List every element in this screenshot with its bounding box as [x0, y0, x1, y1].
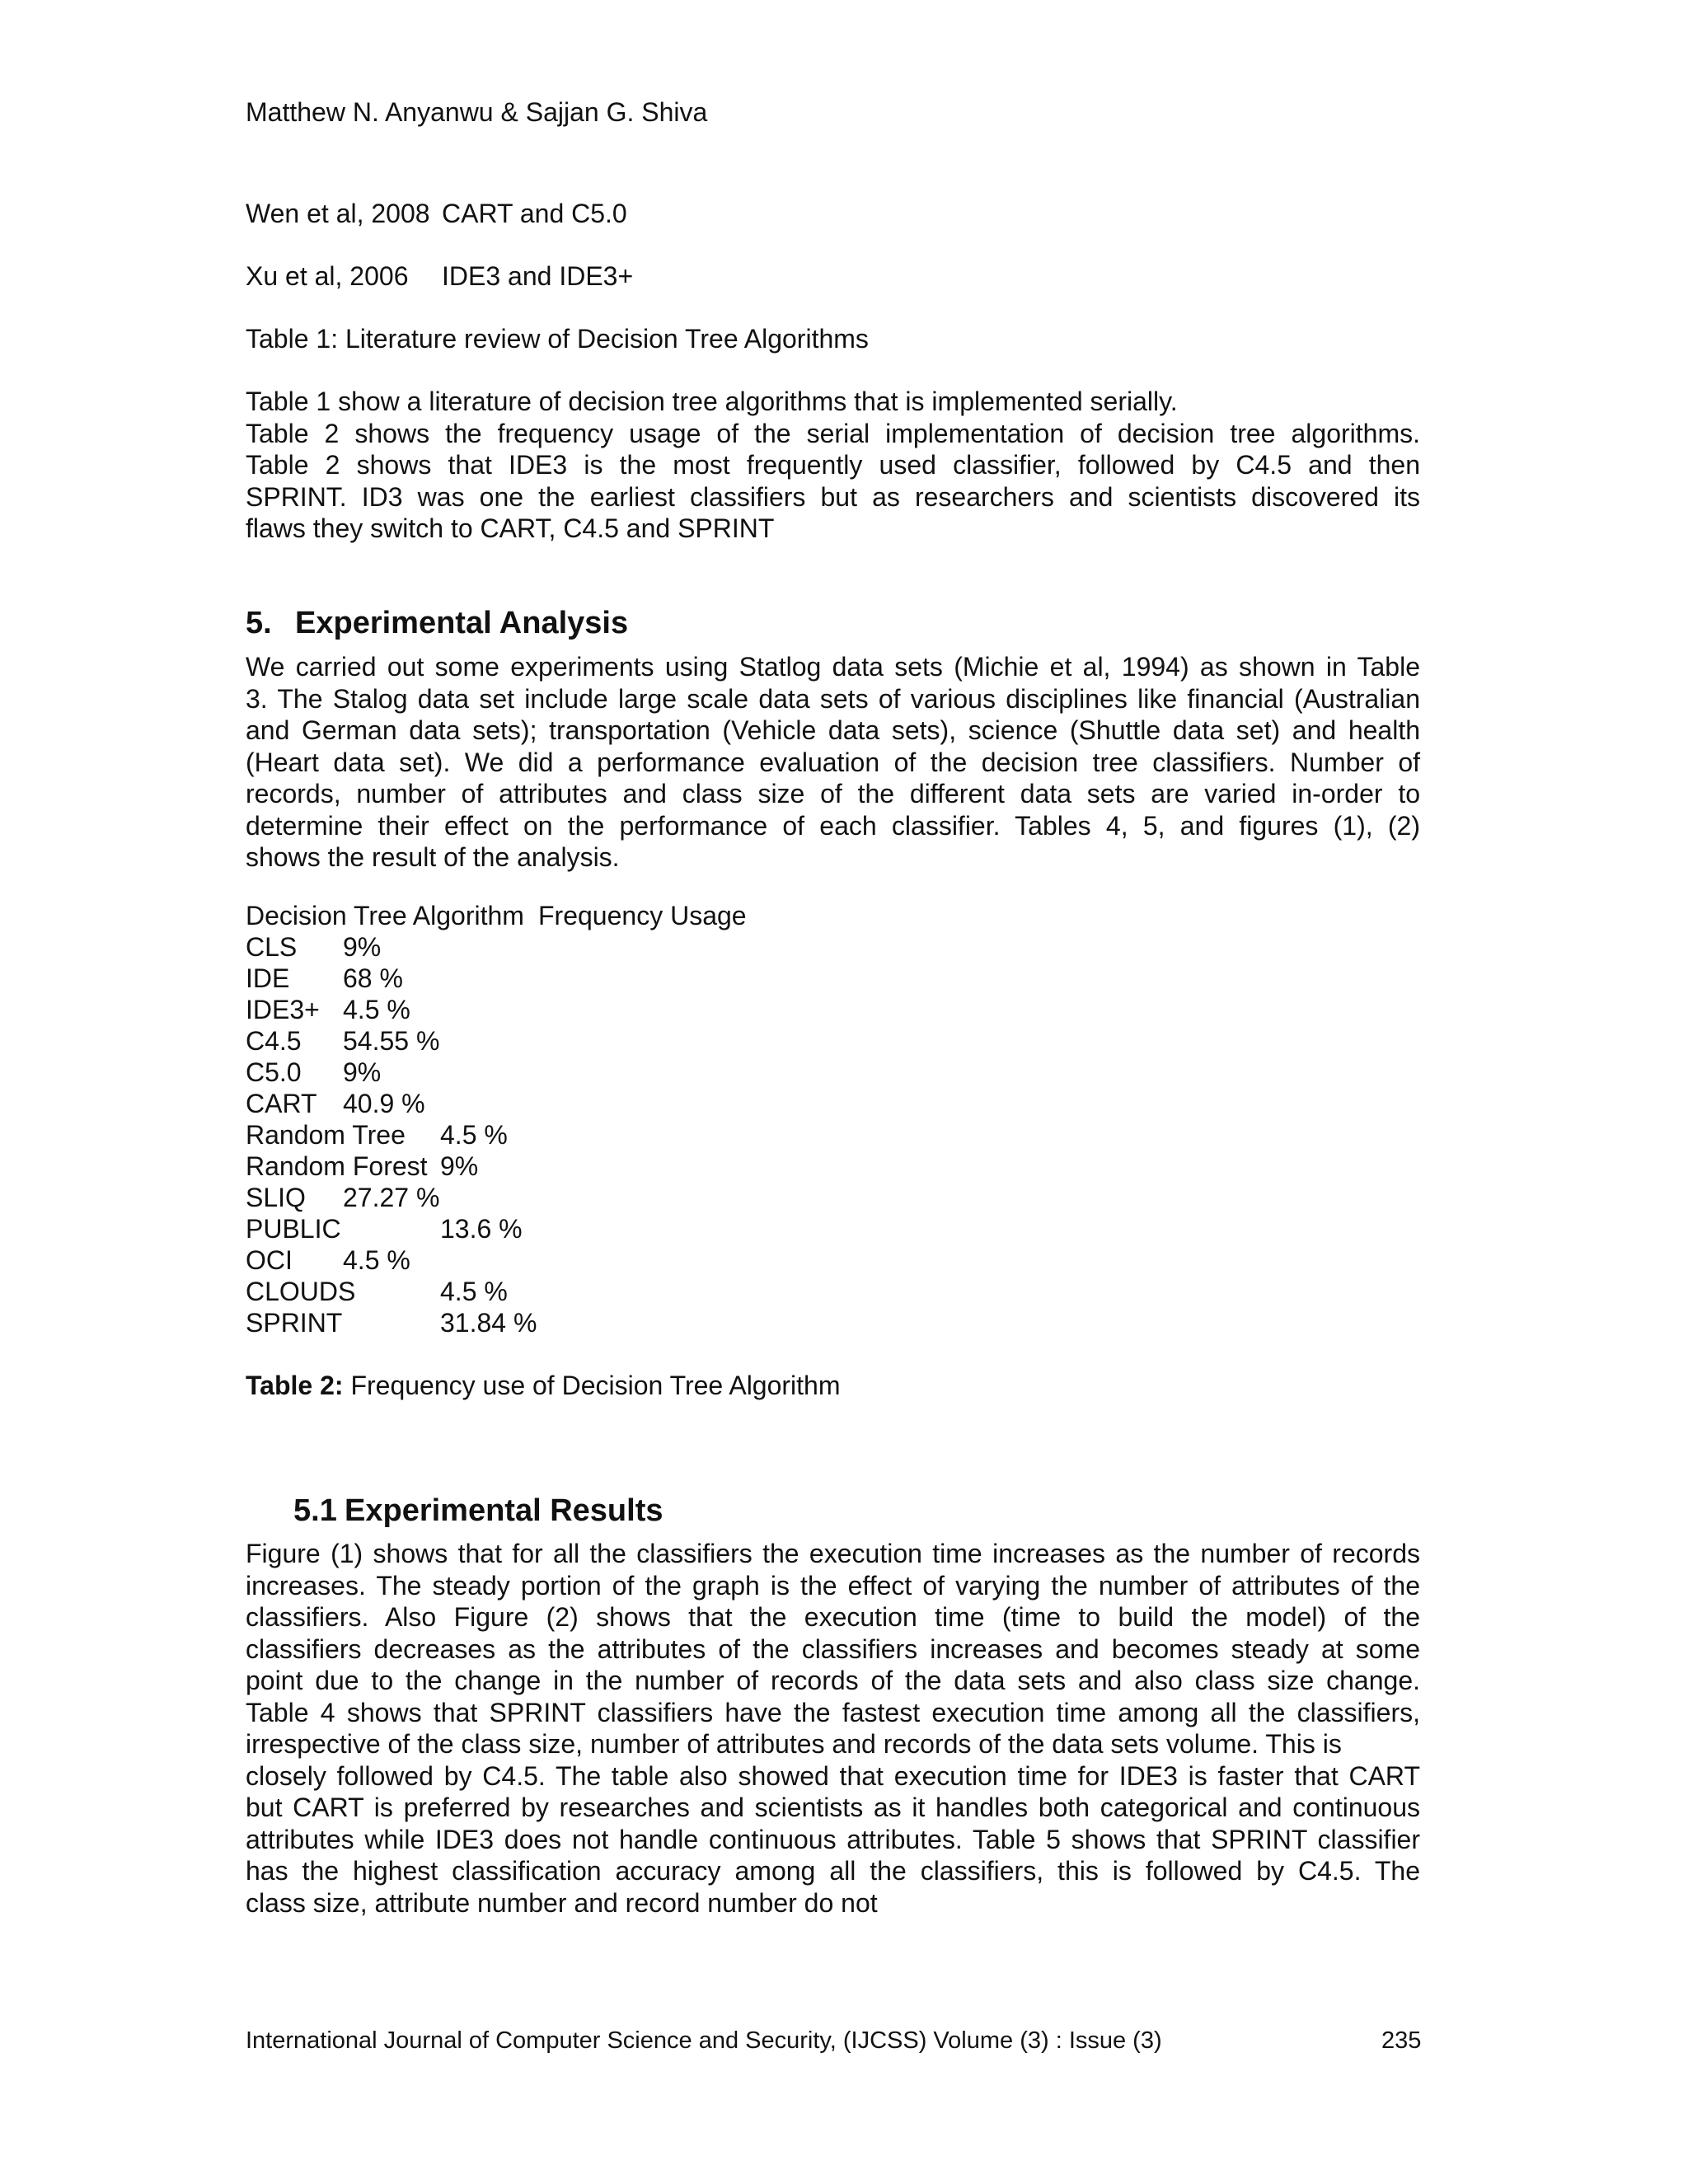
paragraph-line: (Heart data set). We did a performance evaluation of the decision tree classifiers. Number of: [246, 747, 1420, 777]
table2-frequency-cell: 4.5 %: [440, 1277, 508, 1306]
table2-algorithm-cell: IDE3+: [246, 995, 320, 1024]
table-row: [246, 1276, 905, 1307]
table2-header-algorithm: Decision Tree Algorithm: [246, 901, 524, 930]
table2-algorithm-cell: Random Tree: [246, 1120, 406, 1150]
table2-algorithm-cell: C5.0: [246, 1057, 302, 1087]
footer-journal: International Journal of Computer Science and Security, (IJCSS) Volume (3) : Issue (3): [246, 2027, 1162, 2054]
table-row: [246, 1088, 905, 1119]
table2-frequency-cell: 9%: [440, 1151, 479, 1181]
paragraph-line: has the highest classification accuracy among all the classifiers, this is followed by C4.5. The: [246, 1856, 1420, 1886]
paragraph-line: irrespective of the class size, number of attributes and records of the data sets volume. This is: [246, 1729, 1342, 1759]
table2-algorithm-cell: SLIQ: [246, 1183, 306, 1212]
table2-frequency-cell: 27.27 %: [343, 1183, 440, 1212]
paragraph-line: attributes while IDE3 does not handle continuous attributes. Table 5 shows that SPRINT classifier: [246, 1824, 1420, 1854]
paragraph-line: records, number of attributes and class size of the different data sets are varied in-order to: [246, 779, 1420, 808]
table-row: [246, 1182, 905, 1213]
table-row: [246, 931, 905, 963]
table2-frequency-cell: 9%: [343, 1057, 382, 1087]
table-row: [246, 1151, 905, 1182]
section-title: Experimental Analysis: [295, 606, 629, 640]
table2-algorithm-cell: CART: [246, 1089, 317, 1118]
table2-algorithm-cell: IDE: [246, 963, 290, 993]
paragraph-line: but CART is preferred by researches and scientists as it handles both categorical and continuous: [246, 1793, 1420, 1822]
paragraph-line: shows the result of the analysis.: [246, 842, 620, 872]
table2-frequency-cell: 4.5 %: [440, 1120, 508, 1150]
table2-frequency-cell: 4.5 %: [343, 1245, 410, 1275]
paragraph-line: and German data sets); transportation (Vehicle data sets), science (Shuttle data set) and health: [246, 715, 1420, 745]
lit-row-algorithms: CART and C5.0: [442, 199, 627, 228]
paragraph-line: Table 4 shows that SPRINT classifiers have the fastest execution time among all the classifiers,: [246, 1697, 1420, 1727]
paragraph-line: Table 2 shows that IDE3 is the most frequently used classifier, followed by C4.5 and then: [246, 450, 1420, 480]
paragraph-line: Table 1 show a literature of decision tree algorithms that is implemented serially.: [246, 387, 1178, 416]
table-row: [246, 1025, 905, 1057]
table2-algorithm-cell: PUBLIC: [246, 1214, 341, 1244]
subsection-number: 5.1: [293, 1493, 337, 1528]
paragraph-line: point due to the change in the number of records of the data sets and also class size change.: [246, 1666, 1420, 1695]
paragraph-table-discussion: [246, 386, 1420, 545]
paragraph-line: Figure (1) shows that for all the classifiers the execution time increases as the number of records: [246, 1539, 1420, 1568]
table2-algorithm-cell: Random Forest: [246, 1151, 428, 1181]
paragraph-line: We carried out some experiments using Statlog data sets (Michie et al, 1994) as shown in Table: [246, 652, 1420, 682]
table2-frequency-cell: 13.6 %: [440, 1214, 523, 1244]
paragraph-line: 3. The Stalog data set include large scale data sets of various disciplines like financial (Australian: [246, 683, 1420, 714]
table2-algorithm-cell: SPRINT: [246, 1308, 343, 1338]
table2-caption-text: Frequency use of Decision Tree Algorithm: [343, 1371, 841, 1400]
table1-caption: Table 1: Literature review of Decision Tree Algorithms: [246, 324, 869, 354]
table2-frequency-cell: 54.55 %: [343, 1026, 440, 1056]
table2-algorithm-cell: CLOUDS: [246, 1277, 356, 1306]
paragraph-line: classifiers. Also Figure (2) shows that the execution time (time to build the model) of the: [246, 1602, 1420, 1632]
lit-row-algorithms: IDE3 and IDE3+: [442, 261, 634, 291]
table2-frequency-cell: 68 %: [343, 963, 403, 993]
table2-frequency-cell: 31.84 %: [440, 1308, 537, 1338]
running-header-authors: Matthew N. Anyanwu & Sajjan G. Shiva: [246, 97, 708, 127]
paragraph-experimental-results: [246, 1538, 1420, 1919]
table2-algorithm-cell: C4.5: [246, 1026, 302, 1056]
paragraph-line: Table 2 shows the frequency usage of the serial implementation of decision tree algorithms.: [246, 418, 1420, 448]
table-row: [246, 963, 905, 994]
paragraph-line: flaws they switch to CART, C4.5 and SPRINT: [246, 513, 775, 543]
table2-frequency-cell: 9%: [343, 932, 382, 962]
paragraph-experimental-analysis: [246, 651, 1420, 874]
lit-row-citation: Xu et al, 2006: [246, 261, 409, 291]
table-row: [246, 1119, 905, 1151]
table-row: [246, 1213, 905, 1244]
table2-frequency-cell: 40.9 %: [343, 1089, 425, 1118]
table-row: [246, 1307, 905, 1338]
paragraph-line: classifiers decreases as the attributes of the classifiers increases and becomes steady at some: [246, 1633, 1420, 1664]
paragraph-line: SPRINT. ID3 was one the earliest classifiers but as researchers and scientists discovered its: [246, 481, 1420, 512]
table2-caption: [246, 1370, 841, 1401]
page-number: 235: [1381, 2027, 1422, 2054]
paragraph-line: class size, attribute number and record number do not: [246, 1887, 878, 1918]
paragraph-line: closely followed by C4.5. The table also showed that execution time for IDE3 is faster that CART: [246, 1760, 1420, 1791]
table2-header: [246, 900, 905, 931]
paragraph-line: determine their effect on the performance of each classifier. Tables 4, 5, and figures (1), (2): [246, 810, 1420, 841]
table2-algorithm-cell: CLS: [246, 932, 298, 962]
table-row: [246, 1244, 905, 1276]
table2-algorithm-cell: OCI: [246, 1245, 293, 1275]
table-row: [246, 1057, 905, 1088]
subsection-title: Experimental Results: [345, 1493, 663, 1528]
section-number: 5.: [246, 606, 272, 640]
table2-caption-label: Table 2:: [246, 1371, 344, 1400]
table-row: [246, 994, 905, 1025]
paragraph-line: increases. The steady portion of the graph is the effect of varying the number of attributes of the: [246, 1570, 1420, 1601]
table2-frequency-cell: 4.5 %: [343, 995, 410, 1024]
table2-header-frequency: Frequency Usage: [538, 901, 747, 930]
lit-row-citation: Wen et al, 2008: [246, 199, 430, 228]
